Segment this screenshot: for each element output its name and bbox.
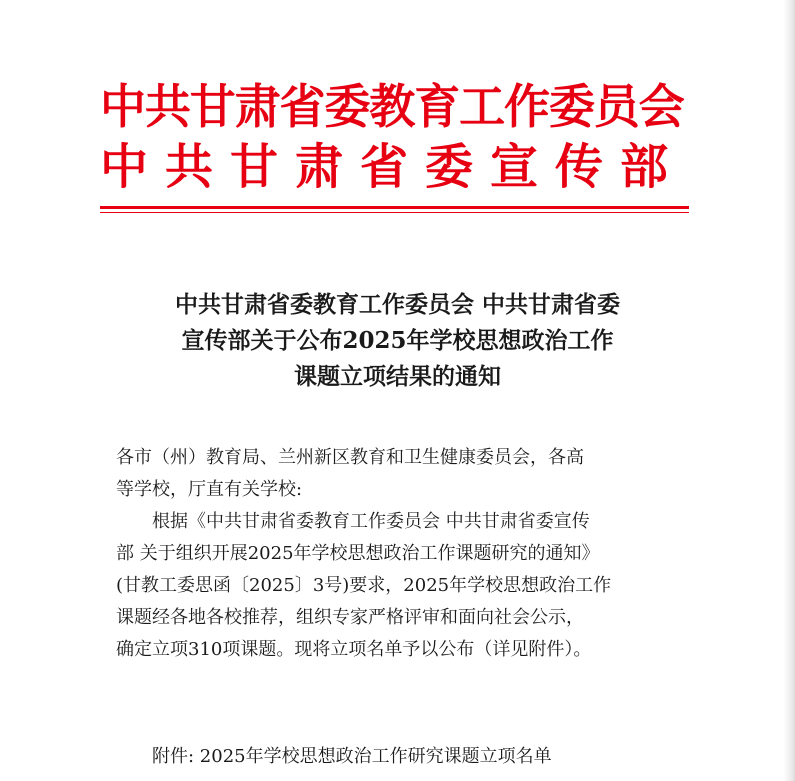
title-line-3: 课题立项结果的通知 [294, 363, 501, 390]
salutation-line-2: 等学校，厅直有关学校: [116, 479, 303, 500]
letterhead [100, 80, 688, 195]
paragraph-line-5: 确定立项310项课题。现将立项名单予以公布（详见附件）。 [116, 639, 592, 660]
paragraph-line-1: 根据《中共甘肃省委教育工作委员会 中共甘肃省委宣传 [152, 511, 590, 532]
letterhead-org-line-2: 中共甘肃省委宣传部 [100, 139, 686, 195]
paragraph-line-3: (甘教工委思函〔2025〕3号)要求，2025年学校思想政治工作 [116, 575, 612, 596]
title-line-1: 中共甘肃省委教育工作委员会 中共甘肃省委 [174, 291, 620, 318]
document-title [110, 287, 685, 395]
letterhead-red-rule-thin [100, 212, 689, 213]
document-body [116, 442, 686, 666]
paragraph-line-2: 部 关于组织开展2025年学校思想政治工作课题研究的通知》 [116, 543, 600, 564]
page-edge-shadow [783, 0, 795, 781]
salutation-line-1: 各市（州）教育局、兰州新区教育和卫生健康委员会，各高 [116, 447, 584, 468]
title-line-2: 宣传部关于公布2025年学校思想政治工作 [181, 327, 614, 354]
letterhead-red-rule [100, 206, 689, 209]
attachment-line: 附件: 2025年学校思想政治工作研究课题立项名单 [152, 746, 552, 767]
paragraph-line-4: 课题经各地各校推荐，组织专家严格评审和面向社会公示， [116, 607, 584, 628]
letterhead-org-line-1: 中共甘肃省委教育工作委员会 [100, 80, 684, 135]
